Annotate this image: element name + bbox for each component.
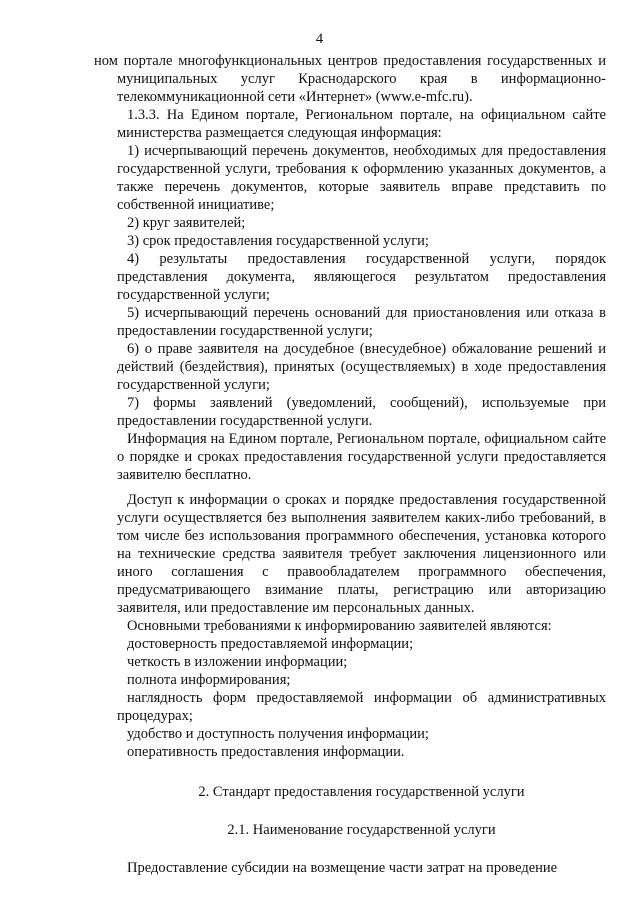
list-item-2: 2) круг заявителей; bbox=[127, 215, 246, 231]
list-item-6: 6) о праве заявителя на досудебное (внесудебное) обжалование решений и действий (бездействия), принятых (осуществляемых) в ходе предоставления государственной услуги; bbox=[117, 341, 606, 393]
list-item-3: 3) срок предоставления государственной услуги; bbox=[127, 233, 429, 249]
section-2-1-heading: 2.1. Наименование государственной услуги bbox=[227, 822, 496, 838]
requirement-item: удобство и доступность получения информации; bbox=[127, 726, 429, 742]
requirement-item: четкость в изложении информации; bbox=[127, 654, 348, 670]
list-item-4: 4) результаты предоставления государственной услуги, порядок представления документа, являющегося результатом предоставления государственной услуги; bbox=[117, 251, 606, 303]
paragraph-continuation: ном портале многофункциональных центров предоставления государственных и муниципальных услуг Краснодарского края в информационно-телекоммуникационной сети «Интернет» (www.e-mfc.ru). bbox=[94, 53, 606, 105]
section-2-heading: 2. Стандарт предоставления государственной услуги bbox=[198, 784, 525, 800]
paragraph-service-name: Предоставление субсидии на возмещение части затрат на проведение bbox=[127, 860, 558, 876]
paragraph-free-info: Информация на Едином портале, Региональном портале, официальном сайте о порядке и сроках предоставления государственной услуги предоставляется заявителю бесплатно. bbox=[117, 431, 606, 483]
requirement-item: достоверность предоставляемой информации; bbox=[127, 636, 414, 652]
requirement-item: наглядность форм предоставляемой информации об административных процедурах; bbox=[117, 690, 606, 724]
document-body bbox=[94, 52, 606, 877]
list-item-1: 1) исчерпывающий перечень документов, необходимых для предоставления государственной услуги, требования к оформлению указанных документов, а также перечень документов, которые заявитель вправе представить по собственной инициативе; bbox=[117, 143, 606, 213]
list-item-7: 7) формы заявлений (уведомлений, сообщений), используемые при предоставлении государственной услуги. bbox=[117, 395, 606, 429]
paragraph-access: Доступ к информации о сроках и порядке предоставления государственной услуги осуществляется без выполнения заявителем каких-либо требований, в том числе без использования программного обеспечения, установка которого на технические средства заявителя требует заключения лицензионного или иного соглашения с правообладателем программного обеспечения, предусматривающего взимание платы, регистрацию или авторизацию заявителя, или предоставление им персональных данных. bbox=[117, 492, 606, 616]
requirement-item: оперативность предоставления информации. bbox=[127, 744, 405, 760]
paragraph-1-3-3: 1.3.3. На Едином портале, Региональном портале, на официальном сайте министерства размещается следующая информация: bbox=[117, 107, 606, 141]
requirement-item: полнота информирования; bbox=[127, 672, 291, 688]
paragraph-requirements: Основными требованиями к информированию заявителей являются: bbox=[127, 618, 552, 634]
page-number: 4 bbox=[315, 31, 324, 47]
list-item-5: 5) исчерпывающий перечень оснований для приостановления или отказа в предоставлении государственной услуги; bbox=[117, 305, 606, 339]
